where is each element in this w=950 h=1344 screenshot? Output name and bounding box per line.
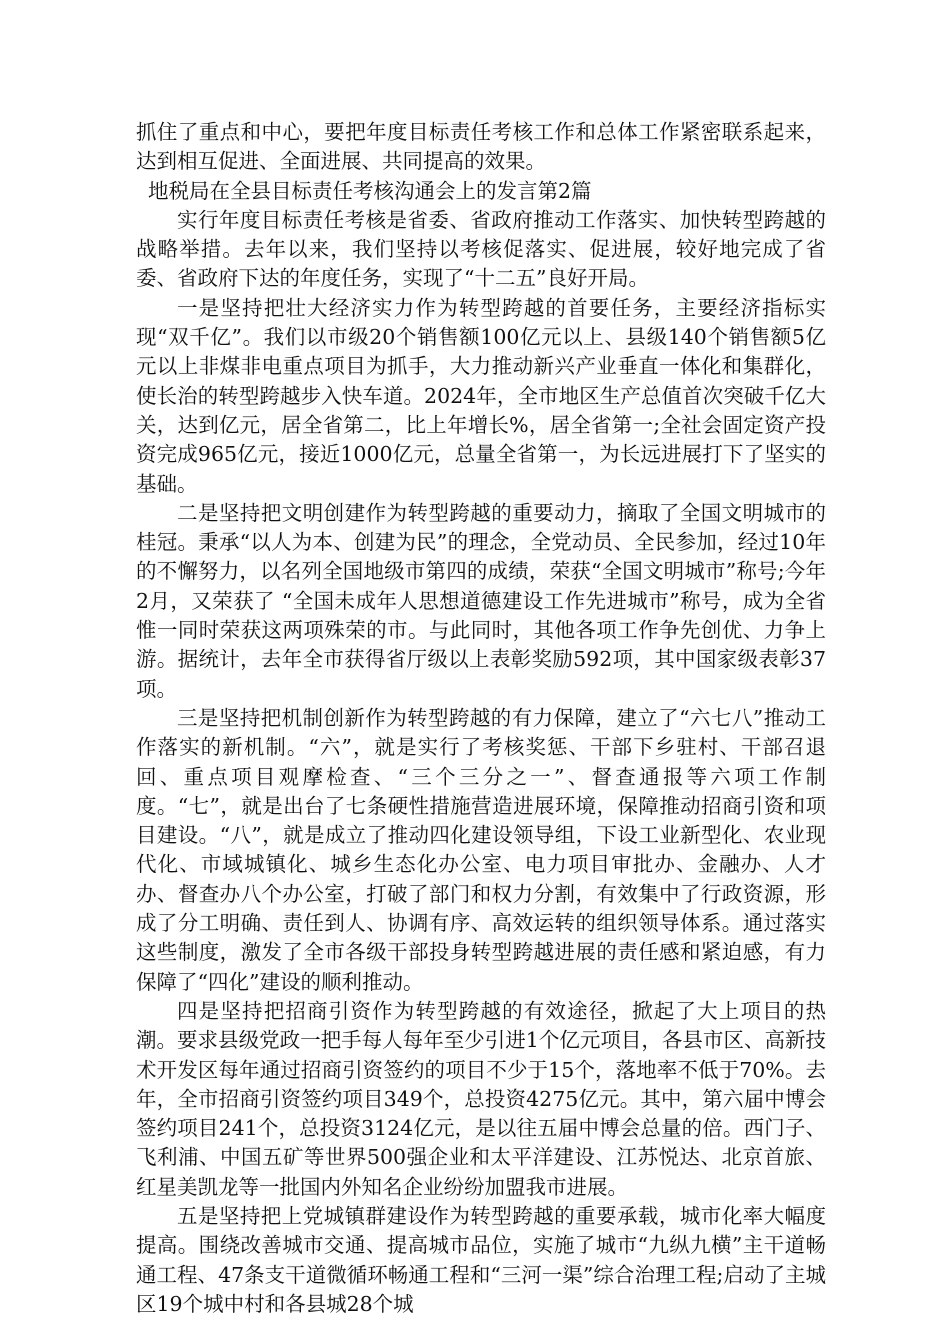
paragraph-opening: 实行年度目标责任考核是省委、省政府推动工作落实、加快转型跨越的战略举措。去年以来，我们坚持以考核促落实、促进展，较好地完成了省委、省政府下达的年度任务，实现了“十二五”良好开局。 [136,207,826,291]
paragraph-point-4: 四是坚持把招商引资作为转型跨越的有效途径，掀起了大上项目的热潮。要求县级党政一把手每人每年至少引进1个亿元项目，各县市区、高新技术开发区每年通过招商引资签约的项目不少于15个，落地率不低于70%。去年，全市招商引资签约项目349个，总投资4275亿元。其中，第六届中博会签约项目241个，总投资3124亿元，是以往五届中博会总量的倍。西门子、飞利浦、中国五矿等世界500强企业和太平洋建设、江苏悦达、北京首旅、红星美凯龙等一批国内外知名企业纷纷加盟我市进展。 [136,998,826,1199]
paragraph-point-1: 一是坚持把壮大经济实力作为转型跨越的首要任务，主要经济指标实现“双千亿”。我们以市级20个销售额100亿元以上、县级140个销售额5亿元以上非煤非电重点项目为抓手，大力推动新兴产业垂直一体化和集群化，使长治的转型跨越步入快车道。2024年，全市地区生产总值首次突破千亿大关，达到亿元，居全省第二，比上年增长%，居全省第一;全社会固定资产投资完成965亿元，接近1000亿元，总量全省第一，为长远进展打下了坚实的基础。 [136,295,826,496]
paragraph-point-2: 二是坚持把文明创建作为转型跨越的重要动力，摘取了全国文明城市的桂冠。秉承“以人为本、创建为民”的理念，全党动员、全民参加，经过10年的不懈努力，以名列全国地级市第四的成绩，荣获“全国文明城市”称号;今年2月，又荣获了 “全国未成年人思想道德建设工作先进城市”称号，成为全省惟一同时荣获这两项殊荣的市。与此同时，其他各项工作争先创优、力争上游。据统计，去年全市获得省厅级以上表彰奖励592项，其中国家级表彰37项。 [136,500,826,701]
paragraph-point-5: 五是坚持把上党城镇群建设作为转型跨越的重要承载，城市化率大幅度提高。围绕改善城市交通、提高城市品位，实施了城市“九纵九横”主干道畅通工程、47条支干道微循环畅通工程和“三河一渠”综合治理工程;启动了主城区19个城中村和各县城28个城 [136,1203,826,1316]
intro-paragraph: 抓住了重点和中心，要把年度目标责任考核工作和总体工作紧密联系起来，达到相互促进、全面进展、共同提高的效果。 [136,120,826,174]
section-title: 地税局在全县目标责任考核沟通会上的发言第2篇 [148,178,592,203]
document-page [136,118,826,1319]
paragraph-point-3: 三是坚持把机制创新作为转型跨越的有力保障，建立了“六七八”推动工作落实的新机制。“六”，就是实行了考核奖惩、干部下乡驻村、干部召退回、重点项目观摩检查、“三个三分之一”、督查通报等六项工作制度。“七”，就是出台了七条硬性措施营造进展环境，保障推动招商引资和项目建设。“八”，就是成立了推动四化建设领导组，下设工业新型化、农业现代化、市域城镇化、城乡生态化办公室、电力项目审批办、金融办、人才办、督查办八个办公室，打破了部门和权力分割，有效集中了行政资源，形成了分工明确、责任到人、协调有序、高效运转的组织领导体系。通过落实这些制度，激发了全市各级干部投身转型跨越进展的责任感和紧迫感，有力保障了“四化”建设的顺利推动。 [136,705,826,994]
